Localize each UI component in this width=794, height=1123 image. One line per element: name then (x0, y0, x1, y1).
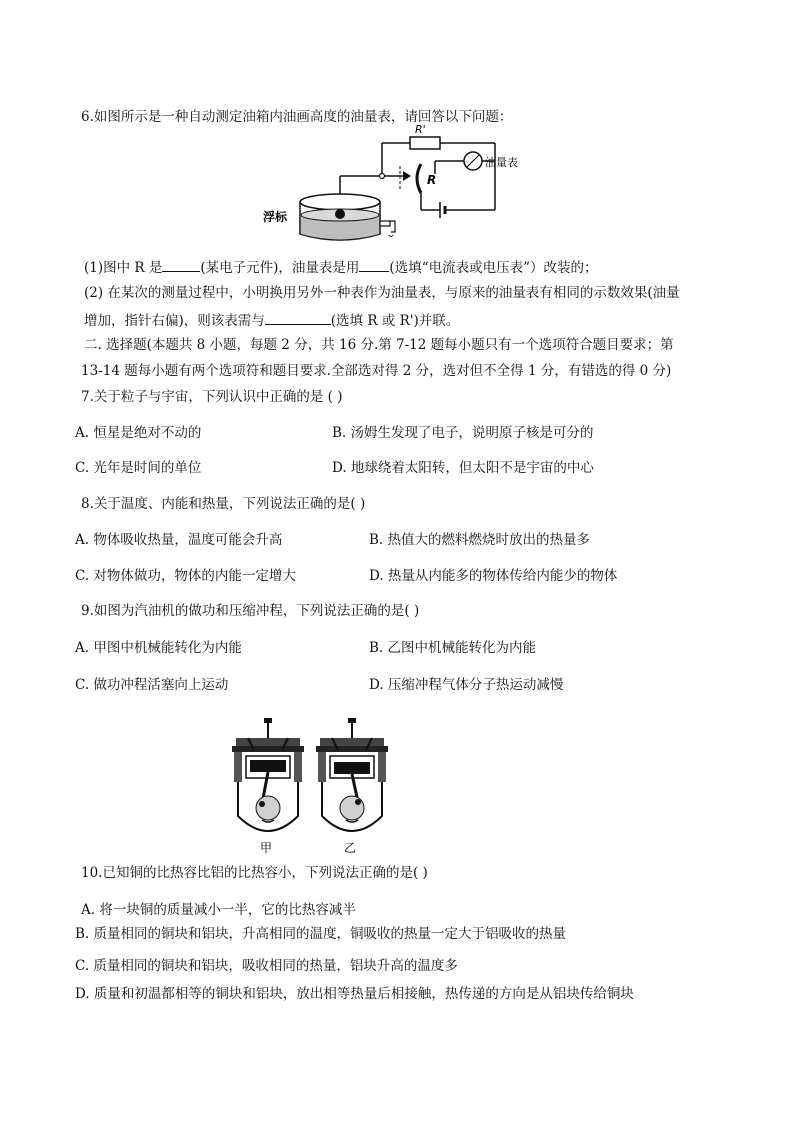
q8-option-b[interactable]: B. 热值大的燃料燃烧时放出的热量多 (369, 532, 591, 548)
q7-option-b[interactable]: B. 汤姆生发现了电子，说明原子核是可分的 (332, 425, 594, 441)
answer-blank-3[interactable] (265, 310, 331, 325)
oil-gauge-diagram (263, 118, 525, 248)
q6-part2-line2 (84, 310, 459, 330)
q6-p2-a: 增加，指针右偏)，则该表需与 (84, 313, 265, 329)
answer-blank-2[interactable] (359, 257, 389, 272)
q6-p1-a: (1)图中 R 是 (84, 260, 163, 276)
resistor-r-prime (410, 137, 440, 149)
q7-option-d[interactable]: D. 地球绕着太阳转，但太阳不是宇宙的中心 (332, 460, 594, 476)
r-label: R (427, 173, 437, 187)
resistor-r (417, 164, 421, 193)
answer-blank-1[interactable] (162, 257, 200, 272)
q9-option-c[interactable]: C. 做功冲程活塞向上运动 (75, 677, 229, 693)
section2-line2: 13-14 题每小题有两个选项符和题目要求.全部选对得 2 分，选对但不全得 1 分，有错选的得 0 分) (81, 363, 672, 379)
float-icon (335, 209, 345, 219)
engine-yi-icon (316, 718, 388, 831)
float-label: 浮标 (263, 210, 288, 224)
q8-option-c[interactable]: C. 对物体做功，物体的内能一定增大 (75, 568, 296, 584)
q7-stem: 7.关于粒子与宇宙，下列认识中正确的是 ( ) (81, 389, 343, 405)
q6-part2-line1: (2) 在某次的测量过程中，小明换用另外一种表作为油量表，与原来的油量表有相同的示数效果(油量 (84, 285, 680, 301)
q10-option-b[interactable]: B. 质量相同的铜块和铝块，升高相同的温度，铜吸收的热量一定大于铝吸收的热量 (75, 926, 567, 942)
q7-option-a[interactable]: A. 恒星是绝对不动的 (75, 425, 202, 441)
q10-stem: 10.已知铜的比热容比铝的比热容小，下列说法正确的是( ) (81, 865, 428, 881)
section2-line1: 二. 选择题(本题共 8 小题，每题 2 分，共 16 分.第 7-12 题每小题只有一个选项符合题目要求；第 (84, 337, 674, 353)
q9-stem: 9.如图为汽油机的做功和压缩冲程，下列说法正确的是( ) (81, 603, 420, 619)
q6-p2-b: (选填 R 或 R')并联。 (330, 313, 460, 329)
q10-option-a[interactable]: A. 将一块铜的质量减小一半，它的比热容减半 (81, 902, 356, 918)
q6-p1-c: (选填“电流表或电压表”）改装的； (389, 260, 598, 276)
label-yi: 乙 (344, 841, 357, 855)
oil-meter-label: 油量表 (485, 156, 518, 169)
r-prime-label: R' (415, 123, 426, 136)
q6-p1-b: (某电子元件)，油量表是用 (200, 260, 360, 276)
q8-option-d[interactable]: D. 热量从内能多的物体传给内能少的物体 (369, 568, 618, 584)
label-jia: 甲 (260, 841, 273, 855)
q8-stem: 8.关于温度、内能和热量，下列说法正确的是( ) (81, 496, 366, 512)
engine-jia-icon (232, 718, 304, 831)
q8-option-a[interactable]: A. 物体吸收热量，温度可能会升高 (75, 532, 283, 548)
engine-strokes-diagram (228, 716, 398, 856)
q7-option-c[interactable]: C. 光年是时间的单位 (75, 460, 202, 476)
q9-option-d[interactable]: D. 压缩冲程气体分子热运动减慢 (369, 677, 564, 693)
q9-option-a[interactable]: A. 甲图中机械能转化为内能 (75, 640, 242, 656)
q9-option-b[interactable]: B. 乙图中机械能转化为内能 (369, 640, 537, 656)
q10-option-c[interactable]: C. 质量相同的铜块和铝块，吸收相同的热量，铝块升高的温度多 (75, 958, 458, 974)
q10-option-d[interactable]: D. 质量和初温都相等的铜块和铝块，放出相等热量后相接触，热传递的方向是从铝块传给铜块 (75, 986, 634, 1002)
q6-stem: 6.如图所示是一种自动测定油箱内油画高度的油量表，请回答以下问题： (81, 109, 513, 125)
q6-part1 (84, 257, 598, 277)
